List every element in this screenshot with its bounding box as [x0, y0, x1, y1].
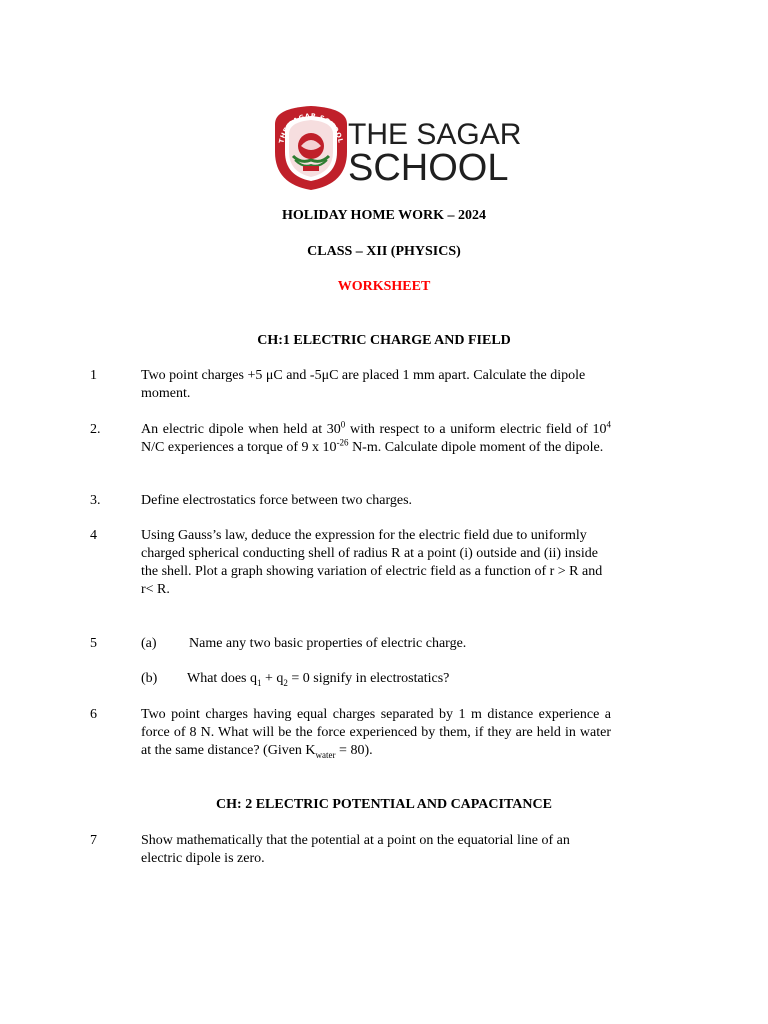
question-number: 4: [90, 528, 97, 543]
question-number: 7: [90, 833, 97, 848]
chapter-2-heading: CH: 2 ELECTRIC POTENTIAL AND CAPACITANCE: [216, 797, 552, 812]
question-number: 1: [90, 368, 97, 383]
school-seal-icon: [271, 104, 351, 192]
school-logo: [271, 104, 522, 192]
question-6-text: Two point charges having equal charges separated by 1 m distance experience a force of 8 N. What will be the force experienced by them, if they are held in water at the same distance? (Given $K_{water} = 80$).: [141, 707, 611, 760]
question-5b-text: What does $q_1 + q_2 = 0$ signify in electrostatics?: [187, 671, 450, 688]
question-5a-label: (a): [141, 636, 157, 651]
question-3-text: Define electrostatics force between two charges.: [141, 493, 413, 508]
class-title: CLASS – XII (PHYSICS): [307, 244, 461, 259]
homework-title: HOLIDAY HOME WORK – 2024: [281, 208, 487, 223]
chapter-1-heading: CH:1 ELECTRIC CHARGE AND FIELD: [257, 333, 511, 348]
question-1-text: Two point charges +5 μC and -5μC are placed 1 mm apart. Calculate the dipole moment.: [141, 368, 586, 401]
question-5a-text: Name any two basic properties of electric charge.: [189, 636, 467, 651]
svg-text:THE SAGAR SCHOOL: THE SAGAR SCHOOL: [277, 111, 345, 145]
question-number: 2.: [90, 422, 101, 437]
question-7-text: Show mathematically that the potential at a point on the equatorial line of an electric dipole is zero.: [141, 833, 570, 866]
wordmark-line-2: SCHOOL: [348, 147, 509, 189]
wordmark-line-1: THE SAGAR: [348, 118, 522, 151]
question-4-text: Using Gauss’s law, deduce the expression for the electric field due to uniformly charged spherical conducting shell of radius R at a point (i) outside and (ii) inside the shell. Plot a graph showing variation of electric field as a function of r > R and r< R.: [141, 528, 603, 597]
question-number: 3.: [90, 493, 101, 508]
worksheet-label: WORKSHEET: [337, 279, 431, 294]
question-number: 5: [90, 636, 97, 651]
question-2-text: An electric dipole when held at $30^0$ with respect to a uniform electric field of $10^4$ N/C experiences a torque of 9 x $10^{-26}$ N-m. Calculate dipole moment of the dipole.: [141, 419, 611, 455]
question-5b-label: (b): [141, 671, 158, 686]
question-number: 6: [90, 707, 97, 722]
